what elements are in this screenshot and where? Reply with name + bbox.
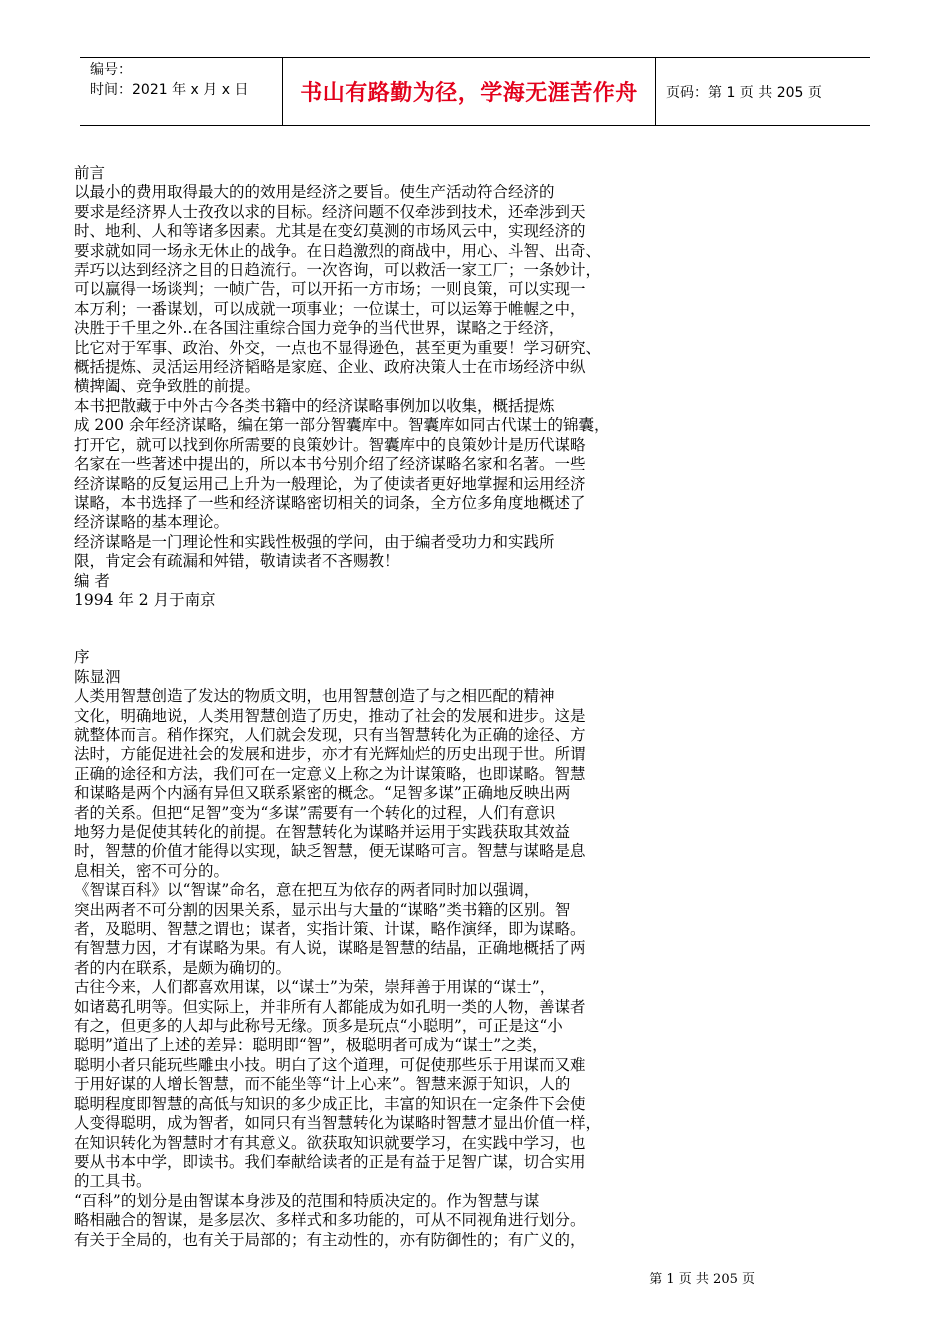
text-line: 地努力是促使其转化的前提。在智慧转化为谋略并运用于实践获取其效益	[74, 823, 571, 841]
text-line: 于用好谋的人增长智慧，而不能坐等“计上心来”。智慧来源于知识，人的	[74, 1075, 571, 1094]
text-line: 谋略，本书选择了一些和经济谋略密切相关的词条，全方位多角度地概述了	[74, 493, 586, 512]
text-line: 经济谋略的基本理论。	[74, 513, 230, 532]
text-line: 时，智慧的价值才能得以实现，缺乏智慧，便无谋略可言。智慧与谋略是息	[74, 842, 586, 861]
text-line: 弄巧以达到经济之目的日趋流行。一次咨询，可以救活一家工厂；一条妙计，	[74, 261, 602, 280]
text-line: 以最小的费用取得最大的的效用是经济之要旨。使生产活动符合经济的	[74, 183, 555, 202]
text-line: 比它对于军事、政治、外交，一点也不显得逊色，甚至更为重要！学习研究、	[74, 338, 602, 357]
text-line: 《智谋百科》以“智谋”命名，意在把互为依存的两者同时加以强调，	[74, 881, 540, 900]
foreword-author: 陈显泗	[74, 667, 121, 686]
text-line: 聪明”道出了上述的差异：聪明即“智”，极聪明者可成为“谋士”之类，	[74, 1036, 548, 1055]
preface-text	[74, 183, 634, 610]
text-line: 略相融合的智谋，是多层次、多样式和多功能的，可从不同视角进行划分。	[74, 1211, 586, 1230]
text-line: 法时，方能促进社会的发展和进步，亦才有光辉灿烂的历史出现于世。所谓	[74, 745, 586, 764]
text-line: 本万利；一番谋划，可以成就一项事业；一位谋士，可以运筹于帷幄之中，	[74, 299, 586, 318]
text-line: 要求就如同一场永无休止的战争。在日趋激烈的商战中，用心、斗智、出奇、	[74, 241, 602, 260]
document-body	[74, 164, 634, 1250]
text-line: 本书把散藏于中外古今各类书籍中的经济谋略事例加以收集，概括提炼	[74, 396, 555, 415]
header-page-info: 页码：第 1 页 共 205 页	[666, 84, 822, 101]
header-motto: 书山有路勤为径，学海无涯苦作舟	[282, 58, 656, 125]
text-line: 经济谋略的反复运用己上升为一般理论，为了使读者更好地掌握和运用经济	[74, 474, 586, 493]
foreword-text	[74, 687, 634, 1250]
text-line: 有之，但更多的人却与此称号无缘。顶多是玩点“小聪明”，可正是这“小	[74, 1017, 563, 1036]
text-line: 人变得聪明，成为智者，如同只有当智慧转化为谋略时智慧才显出价值一样，	[74, 1114, 602, 1133]
text-line: 文化，明确地说，人类用智慧创造了历史，推动了社会的发展和进步。这是	[74, 706, 586, 725]
text-line: 1994 年 2 月于南京	[74, 590, 216, 609]
text-line: 息相关，密不可分的。	[74, 861, 230, 880]
text-line: 和谋略是两个内涵有异但又联系紧密的概念。“足智多谋”正确地反映出两	[74, 784, 571, 803]
text-line: 要从书本中学，即读书。我们奉献给读者的正是有益于足智广谋，切合实用	[74, 1152, 586, 1171]
text-line: 横捭阖、竞争致胜的前提。	[74, 377, 261, 396]
text-line: 正确的途径和方法，我们可在一定意义上称之为计谋策略，也即谋略。智慧	[74, 764, 586, 783]
doc-time-label: 时间：2021 年 x 月 x 日	[90, 82, 249, 98]
text-line: 概括提炼、灵活运用经济韬略是家庭、企业、政府决策人士在市场经济中纵	[74, 358, 586, 377]
text-line: 聪明程度即智慧的高低与知识的多少成正比，丰富的知识在一定条件下会使	[74, 1094, 586, 1113]
text-line: 要求是经济界人士孜孜以求的目标。经济问题不仅牵涉到技术，还牵涉到天	[74, 202, 586, 221]
text-line: 时、地利、人和等诸多因素。尤其是在变幻莫测的市场风云中，实现经济的	[74, 222, 586, 241]
text-line: 就整体而言。稍作探究，人们就会发现，只有当智慧转化为正确的途径、方	[74, 725, 586, 744]
header-meta	[80, 58, 282, 125]
text-line: 有关于全局的，也有关于局部的；有主动性的，亦有防御性的；有广义的，	[74, 1230, 586, 1249]
text-line: 者的内在联系，是颇为确切的。	[74, 958, 292, 977]
text-line: 聪明小者只能玩些雕虫小技。明白了这个道理，可促使那些乐于用谋而又难	[74, 1055, 586, 1074]
text-line: 名家在一些著述中提出的，所以本书兮别介绍了经济谋略名家和名著。一些	[74, 455, 586, 474]
text-line: 成 200 余年经济谋略，编在第一部分智囊库中。智囊库如同古代谋士的锦囊，	[74, 416, 610, 435]
text-line: 人类用智慧创造了发达的物质文明，也用智慧创造了与之相匹配的精神	[74, 687, 555, 706]
text-line: 决胜于千里之外..在各国注重综合国力竞争的当代世界，谋略之于经济，	[74, 319, 565, 338]
text-line: 在知识转化为智慧时才有其意义。欲获取知识就要学习，在实践中学习，也	[74, 1133, 586, 1152]
page-header	[80, 57, 870, 126]
page-footer: 第 1 页 共 205 页	[649, 1272, 755, 1287]
text-line: 如诸葛孔明等。但实际上，并非所有人都能成为如孔明一类的人物，善谋者	[74, 997, 586, 1016]
section-title-preface: 前言	[74, 164, 106, 182]
text-line: 者，及聪明、智慧之谓也；谋者，实指计策、计谋，略作演绎，即为谋略。	[74, 920, 586, 939]
text-line: 可以赢得一场谈判；一帧广告，可以开拓一方市场；一则良策，可以实现一	[74, 280, 586, 299]
text-line: “百科”的划分是由智谋本身涉及的范围和特质决定的。作为智慧与谋	[74, 1191, 540, 1210]
text-line: 经济谋略是一门理论性和实践性极强的学问，由于编者受功力和实践所	[74, 532, 555, 551]
doc-number-label: 编号：	[90, 62, 132, 78]
text-line: 打开它，就可以找到你所需要的良策妙计。智囊库中的良策妙计是历代谋略	[74, 435, 586, 454]
text-line: 的工具书。	[74, 1172, 152, 1191]
text-line: 古往今来，人们都喜欢用谋，以“谋士”为荣，崇拜善于用谋的“谋士”，	[74, 978, 556, 997]
text-line: 突出两者不可分割的因果关系，显示出与大量的“谋略”类书籍的区别。智	[74, 900, 571, 919]
section-title-foreword: 序	[74, 648, 90, 667]
text-line: 者的关系。但把“足智”变为“多谋”需要有一个转化的过程，人们有意识	[74, 803, 556, 822]
text-line: 编 者	[74, 571, 110, 590]
text-line: 有智慧力因，才有谋略为果。有人说，谋略是智慧的结晶，正确地概括了两	[74, 939, 586, 958]
text-line: 限，肯定会有疏漏和舛错，敬请读者不吝赐教！	[74, 552, 400, 571]
